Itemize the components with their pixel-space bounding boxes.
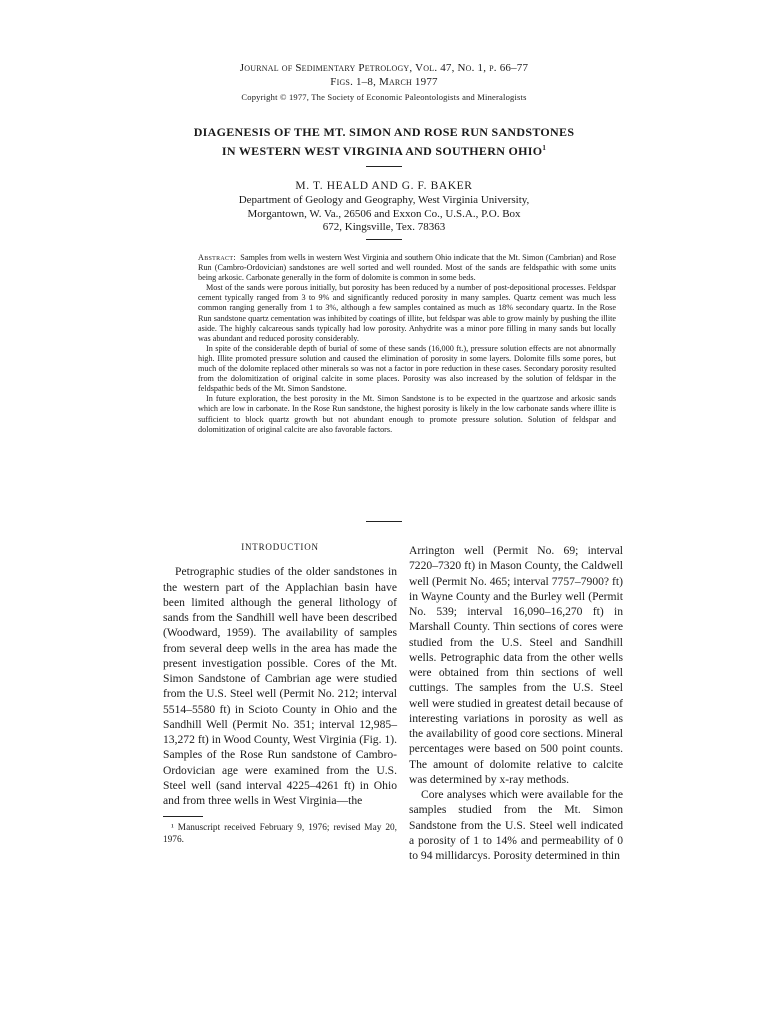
abstract-paragraph: Abstract: Samples from wells in western West Virginia and southern Ohio indicate that the Mt. Simon (Cambrian) and Rose Run (Cambro-Ordovician) sandstones are well sorted and well rounded. Most of the sands are feldspathic with some units being arkosic. Carbonate generally in the form of dolomite is common in some beds. [198, 253, 617, 283]
footnote-divider [163, 816, 203, 817]
abstract-paragraph: Most of the sands were porous initially, but porosity has been reduced by a number of post-depositional processes. Feldspar cement typically ranged from 3 to 9% and significantly reduced porosity in many samples. Quartz cement was much less common ranging generally from 1 to 3%, although a few samples contained as much as 18% secondary quartz. In the Rose Run sandstone quartz cementation was inhibited by coatings of illite, but feldspar was able to grow mainly by pushing the illite aside. The highly calcareous sands typically had low porosity. Anhydrite was a minor pore filling in many sands but locally was abundant and reduced porosity considerably. [198, 283, 616, 343]
title-line-2: IN WESTERN WEST VIRGINIA AND SOUTHERN OHIO$^1$ [221, 144, 547, 158]
abstract-paragraph: In future exploration, the best porosity in the Mt. Simon Sandstone is to be expected in the quartzose and arkosic sands which are low in carbonate. In the Rose Run sandstone, the highest porosity is likely in the low carbonate sands where illite is sufficient to block quartz growth but not abundant enough to promote pressure solution. Solution of feldspar and dolomitization of original calcite are also favorable factors. [198, 394, 616, 434]
affiliation-divider [366, 239, 402, 240]
affiliation-line: Department of Geology and Geography, West Virginia University, [238, 194, 530, 206]
journal-citation: Journal of Sedimentary Petrology, Vol. 47, No. 1, p. 66–77 [239, 62, 529, 74]
body-column-right [409, 543, 623, 863]
title-footnote-mark: 1 [542, 144, 547, 152]
abstract-label: Abstract: [198, 253, 236, 262]
body-column-left [163, 540, 397, 846]
section-heading: INTRODUCTION [241, 542, 319, 552]
abstract-divider [366, 521, 402, 522]
affiliation-line: Morgantown, W. Va., 26506 and Exxon Co., U.S.A., P.O. Box [247, 207, 521, 220]
paper-title [150, 124, 618, 159]
body-paragraph: Arrington well (Permit No. 69; interval 7220–7320 ft) in Mason County, the Caldwell well (Permit No. 465; interval 7757–7900? ft) in Wayne County and the Burley well (Permit No. 539; interval 16,090–16,270 ft) in Marshall County. Thin sections of cores were studied from the U.S. Steel and Sandhill wells. Petrographic data from the other wells were obtained from thin sections of well cuttings. The samples from the U.S. Steel well were studied in greatest detail because of interesting variations in porosity as well as the availability of good core sections. Mineral percentages were based on 500 point counts. The amount of dolomite relative to calcite was determined by x-ray methods. [409, 544, 623, 786]
abstract [198, 253, 616, 435]
affiliation [230, 194, 538, 235]
affiliation-line: 672, Kingsville, Tex. 78363 [322, 221, 446, 233]
title-divider [366, 166, 402, 167]
abstract-paragraph: In spite of the considerable depth of burial of some of these sands (16,000 ft.), pressure solution effects are not abnormally high. Illite promoted pressure solution and caused the elimination of porosity in some layers. Dolomite fills some pores, but much of the dolomite replaced other minerals so was not a factor in pore reduction in these cases. Secondary porosity resulted from the dolomitization of original calcite in some places. Porosity was also increased by the solution of feldspar in the feldspathic beds of the Mt. Simon Sandstone. [198, 343, 616, 394]
authors: M. T. HEALD AND G. F. BAKER [295, 180, 473, 192]
body-paragraph: Petrographic studies of the older sandstones in the western part of the Applachian basin have been limited although the general lithology of sands from the Sandhill well have been described (Woodward, 1959). The availability of samples from several deep wells in the area has made the present investigation possible. Cores of the Mt. Simon Sandstone of Cambrian age were studied from the U.S. Steel well (Permit No. 212; interval 5514–5580 ft) in Scioto County in Ohio and the Sandhill Well (Permit No. 351; interval 12,985–13,272 ft) in Wood County, West Virginia (Fig. 1). Samples of the Rose Run sandstone of Cambro-Ordovician age were examined from the U.S. Steel well (sand interval 4225–4261 ft) in Ohio and from three wells in West Virginia—the [163, 565, 397, 807]
body-paragraph: Core analyses which were available for the samples studied from the Mt. Simon Sandstone from the U.S. Steel well indicated a porosity of 1 to 14% and permeability of 0 to 94 millidarcys. Porosity determined in thin [409, 788, 623, 862]
title-line-1: DIAGENESIS OF THE MT. SIMON AND ROSE RUN SANDSTONES [193, 125, 575, 139]
footnote: ¹ Manuscript received February 9, 1976; revised May 20, 1976. [163, 823, 397, 845]
copyright-line: Copyright © 1977, The Society of Economic Paleontologists and Mineralogists [241, 92, 527, 102]
figures-issue-line: Figs. 1–8, March 1977 [330, 76, 438, 88]
